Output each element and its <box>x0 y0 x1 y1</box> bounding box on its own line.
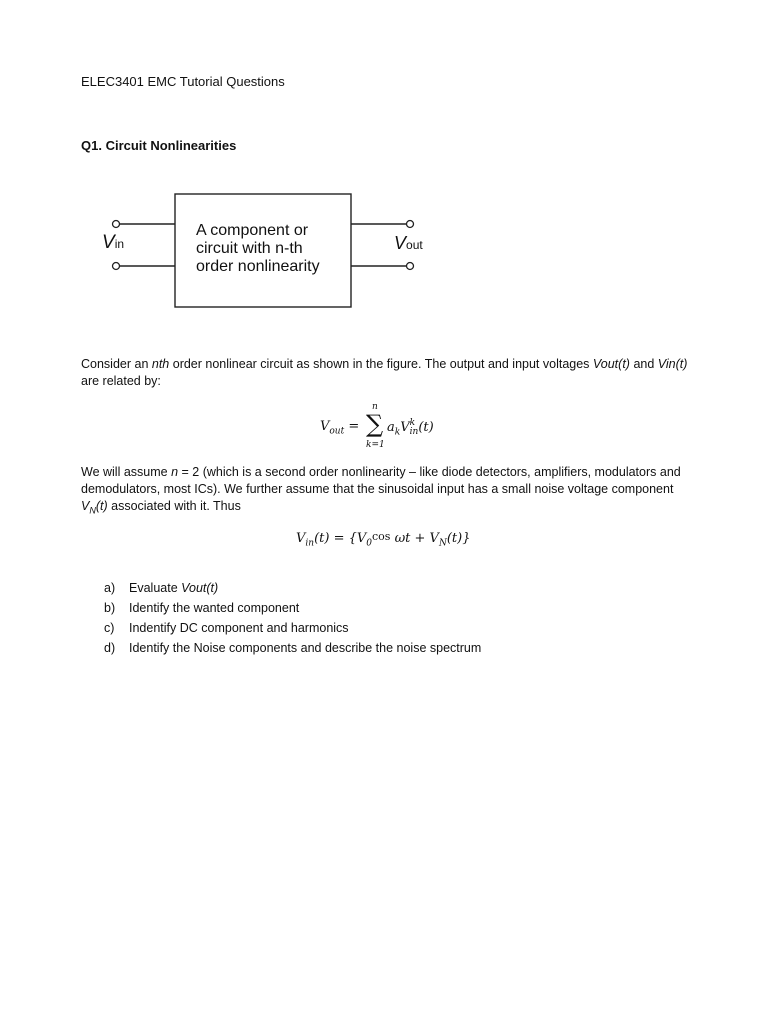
equation-output-sum <box>320 402 460 454</box>
vin-subscript: in <box>114 237 125 251</box>
box-label-line-1: A component or <box>196 222 309 239</box>
eq2-lhs-v: V <box>296 531 306 546</box>
vout-label <box>394 233 423 254</box>
eq1-sum-lower: k=1 <box>366 440 385 450</box>
list-text: Indentify DC component and harmonics <box>129 621 349 635</box>
vin-label <box>102 232 124 254</box>
eq2-end: (t)} <box>446 531 471 546</box>
equation-input-signal <box>296 530 470 549</box>
eq2-lhs-sub: in <box>305 538 315 549</box>
eq1-sum-upper: n <box>372 402 378 412</box>
component-box-label <box>196 222 356 276</box>
question-list <box>104 578 481 658</box>
text-run: associated with it. Thus <box>107 499 241 513</box>
list-item <box>104 598 481 618</box>
text-run: order nonlinear circuit as shown in the figure. The output and input voltages <box>169 357 593 371</box>
eq1-v: V <box>400 420 410 435</box>
vn-arg: (t) <box>95 499 108 513</box>
eq1-lhs-v: V <box>320 419 330 434</box>
vout-term: Vout(t) <box>592 357 630 371</box>
eq1-arg: (t) <box>418 420 434 435</box>
document-title: ELEC3401 EMC Tutorial Questions <box>81 74 285 89</box>
list-text: Identify the wanted component <box>129 601 300 615</box>
eq1-a: a <box>387 420 395 435</box>
vin-symbol: V <box>102 232 115 253</box>
box-label-line-2: circuit with n-th <box>196 240 303 257</box>
paragraph-intro <box>81 356 691 390</box>
vout-symbol: V <box>394 233 407 253</box>
list-text: Evaluate <box>129 581 182 595</box>
eq1-lhs <box>320 419 359 437</box>
eq2-cos: cos <box>372 530 391 543</box>
eq2-vn-sub: N <box>438 538 447 549</box>
vn-term: V <box>81 499 90 513</box>
list-marker: a) <box>104 581 116 595</box>
input-terminal-bottom <box>113 263 120 270</box>
list-item <box>104 638 481 658</box>
vin-term: Vin(t) <box>657 357 688 371</box>
question-heading: Q1. Circuit Nonlinearities <box>81 138 237 153</box>
list-item <box>104 618 481 638</box>
list-marker: d) <box>104 641 116 655</box>
eq1-a-sub: k <box>394 427 401 438</box>
output-terminal-bottom <box>407 263 414 270</box>
vn-subscript: N <box>89 505 96 516</box>
list-text: Identify the Noise components and describe the noise spectrum <box>129 641 482 655</box>
list-item <box>104 578 481 598</box>
text-run: = 2 (which is a second order nonlinearity – like diode detectors, amplifiers, modulators and demodulators, most ICs). We further assume that the sinusoidal input has a small noise voltage component <box>81 465 681 496</box>
eq1-v-sub: in <box>409 427 419 437</box>
text-run-italic: nth <box>151 357 170 371</box>
nonlinearity-diagram <box>100 186 440 312</box>
list-marker: b) <box>104 601 116 615</box>
text-run: Consider an <box>81 357 152 371</box>
list-marker: c) <box>104 621 115 635</box>
vout-subscript: out <box>406 238 423 252</box>
text-run: are related by: <box>81 374 161 388</box>
eq2-v0-sub: 0 <box>366 538 372 549</box>
list-text-italic: Vout(t) <box>181 581 219 595</box>
box-label-line-3: order nonlinearity <box>196 258 320 275</box>
eq1-rhs <box>387 419 434 438</box>
eq2-mid: ωt + V <box>390 531 439 546</box>
eq1-lhs-sub: out <box>329 426 345 437</box>
paragraph-assumption <box>81 464 691 520</box>
output-terminal-top <box>407 221 414 228</box>
eq1-equals: = <box>344 419 360 434</box>
eq2-lhs-arg: (t) = {V <box>314 531 367 546</box>
eq1-v-sup: k <box>409 418 416 428</box>
eq1-sigma: ∑ <box>366 410 384 438</box>
input-terminal-top <box>113 221 120 228</box>
text-run: and <box>629 357 658 371</box>
text-run: We will assume <box>81 465 172 479</box>
text-run-italic: n <box>171 465 179 479</box>
